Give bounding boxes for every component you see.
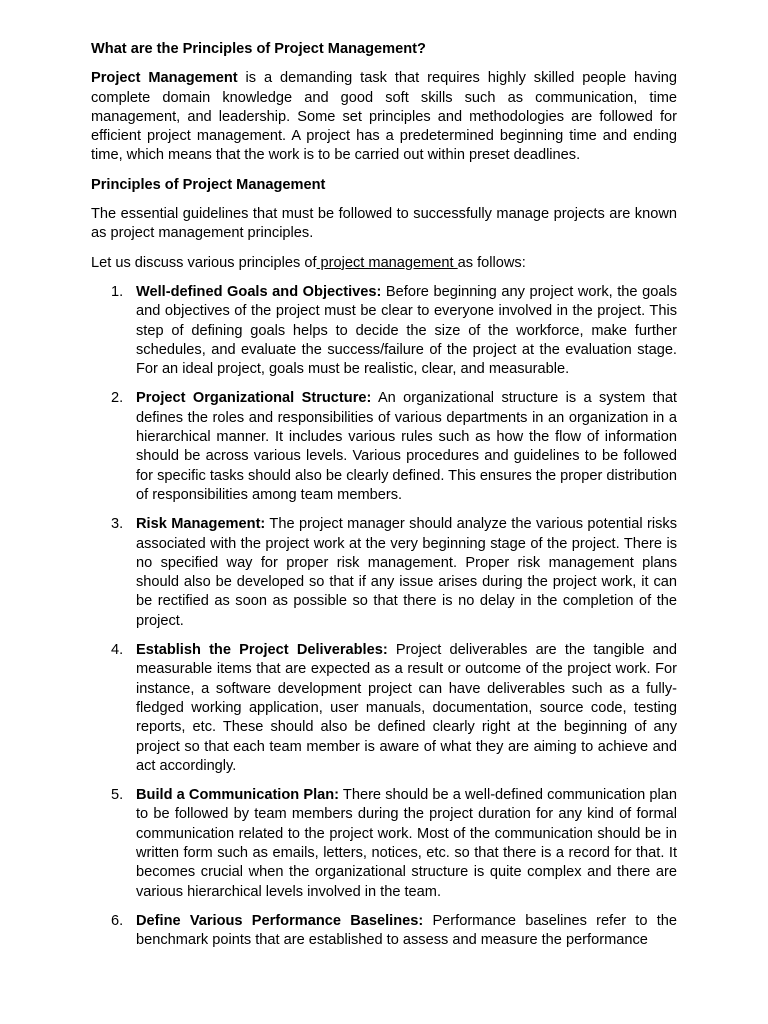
list-item-text: Performance baselines refer to the benchmark points that are established to assess and measure the performance xyxy=(136,912,677,949)
principles-list xyxy=(91,283,677,951)
lead-in-paragraph xyxy=(91,254,677,273)
intro-paragraph xyxy=(91,69,677,165)
list-item-title: Define Various Performance Baselines: xyxy=(136,912,424,929)
intro-bold-term: Project Management xyxy=(91,70,238,87)
list-item xyxy=(91,912,677,951)
list-item-text: An organizational structure is a system that defines the roles and responsibilities of various departments in an organization in a hierarchical manner. It includes various rules such as how the flow of information should be across various levels. Various procedures and guidelines to be followed for specific tasks should also be clearly defined. This ensures the proper distribution of responsibilities among team members. xyxy=(136,390,677,503)
list-item-title: Project Organizational Structure: xyxy=(136,390,372,407)
section-heading: Principles of Project Management xyxy=(91,176,326,193)
list-item-title: Risk Management: xyxy=(136,516,266,533)
list-item-text: Project deliverables are the tangible and measurable items that are expected as a result or outcome of the project work. For instance, a software development project can have deliverables such as a fully-fledged working application, user manuals, documentation, source code, testing reports, etc. These should also be defined clearly right at the beginning of any project so that each team member is aware of what they are aiming to achieve and act accordingly. xyxy=(136,642,677,774)
list-item-title: Build a Communication Plan: xyxy=(136,787,340,804)
lead-in-before: Let us discuss various principles of xyxy=(91,254,317,271)
intro-text: is a demanding task that requires highly skilled people having complete domain knowledge and good soft skills such as communication, time management, and leadership. Some set principles and methodologies are followed for efficient project management. A project has a predetermined beginning time and ending time, which means that the work is to be carried out within preset deadlines. xyxy=(91,70,678,164)
list-item-text: There should be a well-defined communication plan to be followed by team members during the project duration for any kind of formal communication related to the project work. Most of the communication should be in written form such as emails, letters, notices, etc. so that there is a record for that. It becomes crucial when the organizational structure is quite complex and there are various hierarchical levels involved in the team. xyxy=(136,787,677,900)
list-item xyxy=(91,389,677,505)
list-item-number: 1. xyxy=(111,283,124,300)
list-item xyxy=(91,786,677,902)
document-page xyxy=(91,40,677,960)
lead-in-after: as follows: xyxy=(457,254,526,271)
list-item-title: Well-defined Goals and Objectives: xyxy=(136,283,382,300)
list-item-title: Establish the Project Deliverables: xyxy=(136,642,388,659)
document-title: What are the Principles of Project Management? xyxy=(91,41,426,57)
project-management-link[interactable]: project management xyxy=(316,254,458,271)
list-item-number: 4. xyxy=(111,642,124,659)
definition-paragraph: The essential guidelines that must be followed to successfully manage projects are known as project management principles. xyxy=(91,206,677,242)
list-item-number: 2. xyxy=(111,390,124,407)
list-item-text: The project manager should analyze the various potential risks associated with the project work at the very beginning stage of the project. There is no specified way for proper risk management. Proper risk management plans should also be developed so that if any issue arises during the project work, it can be rectified as soon as possible so that there is no delay in the completion of the project. xyxy=(136,516,677,629)
list-item-number: 3. xyxy=(111,516,124,533)
list-item-number: 5. xyxy=(111,787,124,804)
list-item xyxy=(91,283,677,379)
list-item-text: Before beginning any project work, the goals and objectives of the project must be clear to everyone involved in the project. This step of defining goals helps to decide the size of the workforce, make further schedules, and evaluate the success/failure of the project at the evaluation stage. For an ideal project, goals must be realistic, clear, and measurable. xyxy=(136,283,677,378)
list-item xyxy=(91,641,677,776)
list-item xyxy=(91,515,677,631)
list-item-number: 6. xyxy=(111,912,124,929)
